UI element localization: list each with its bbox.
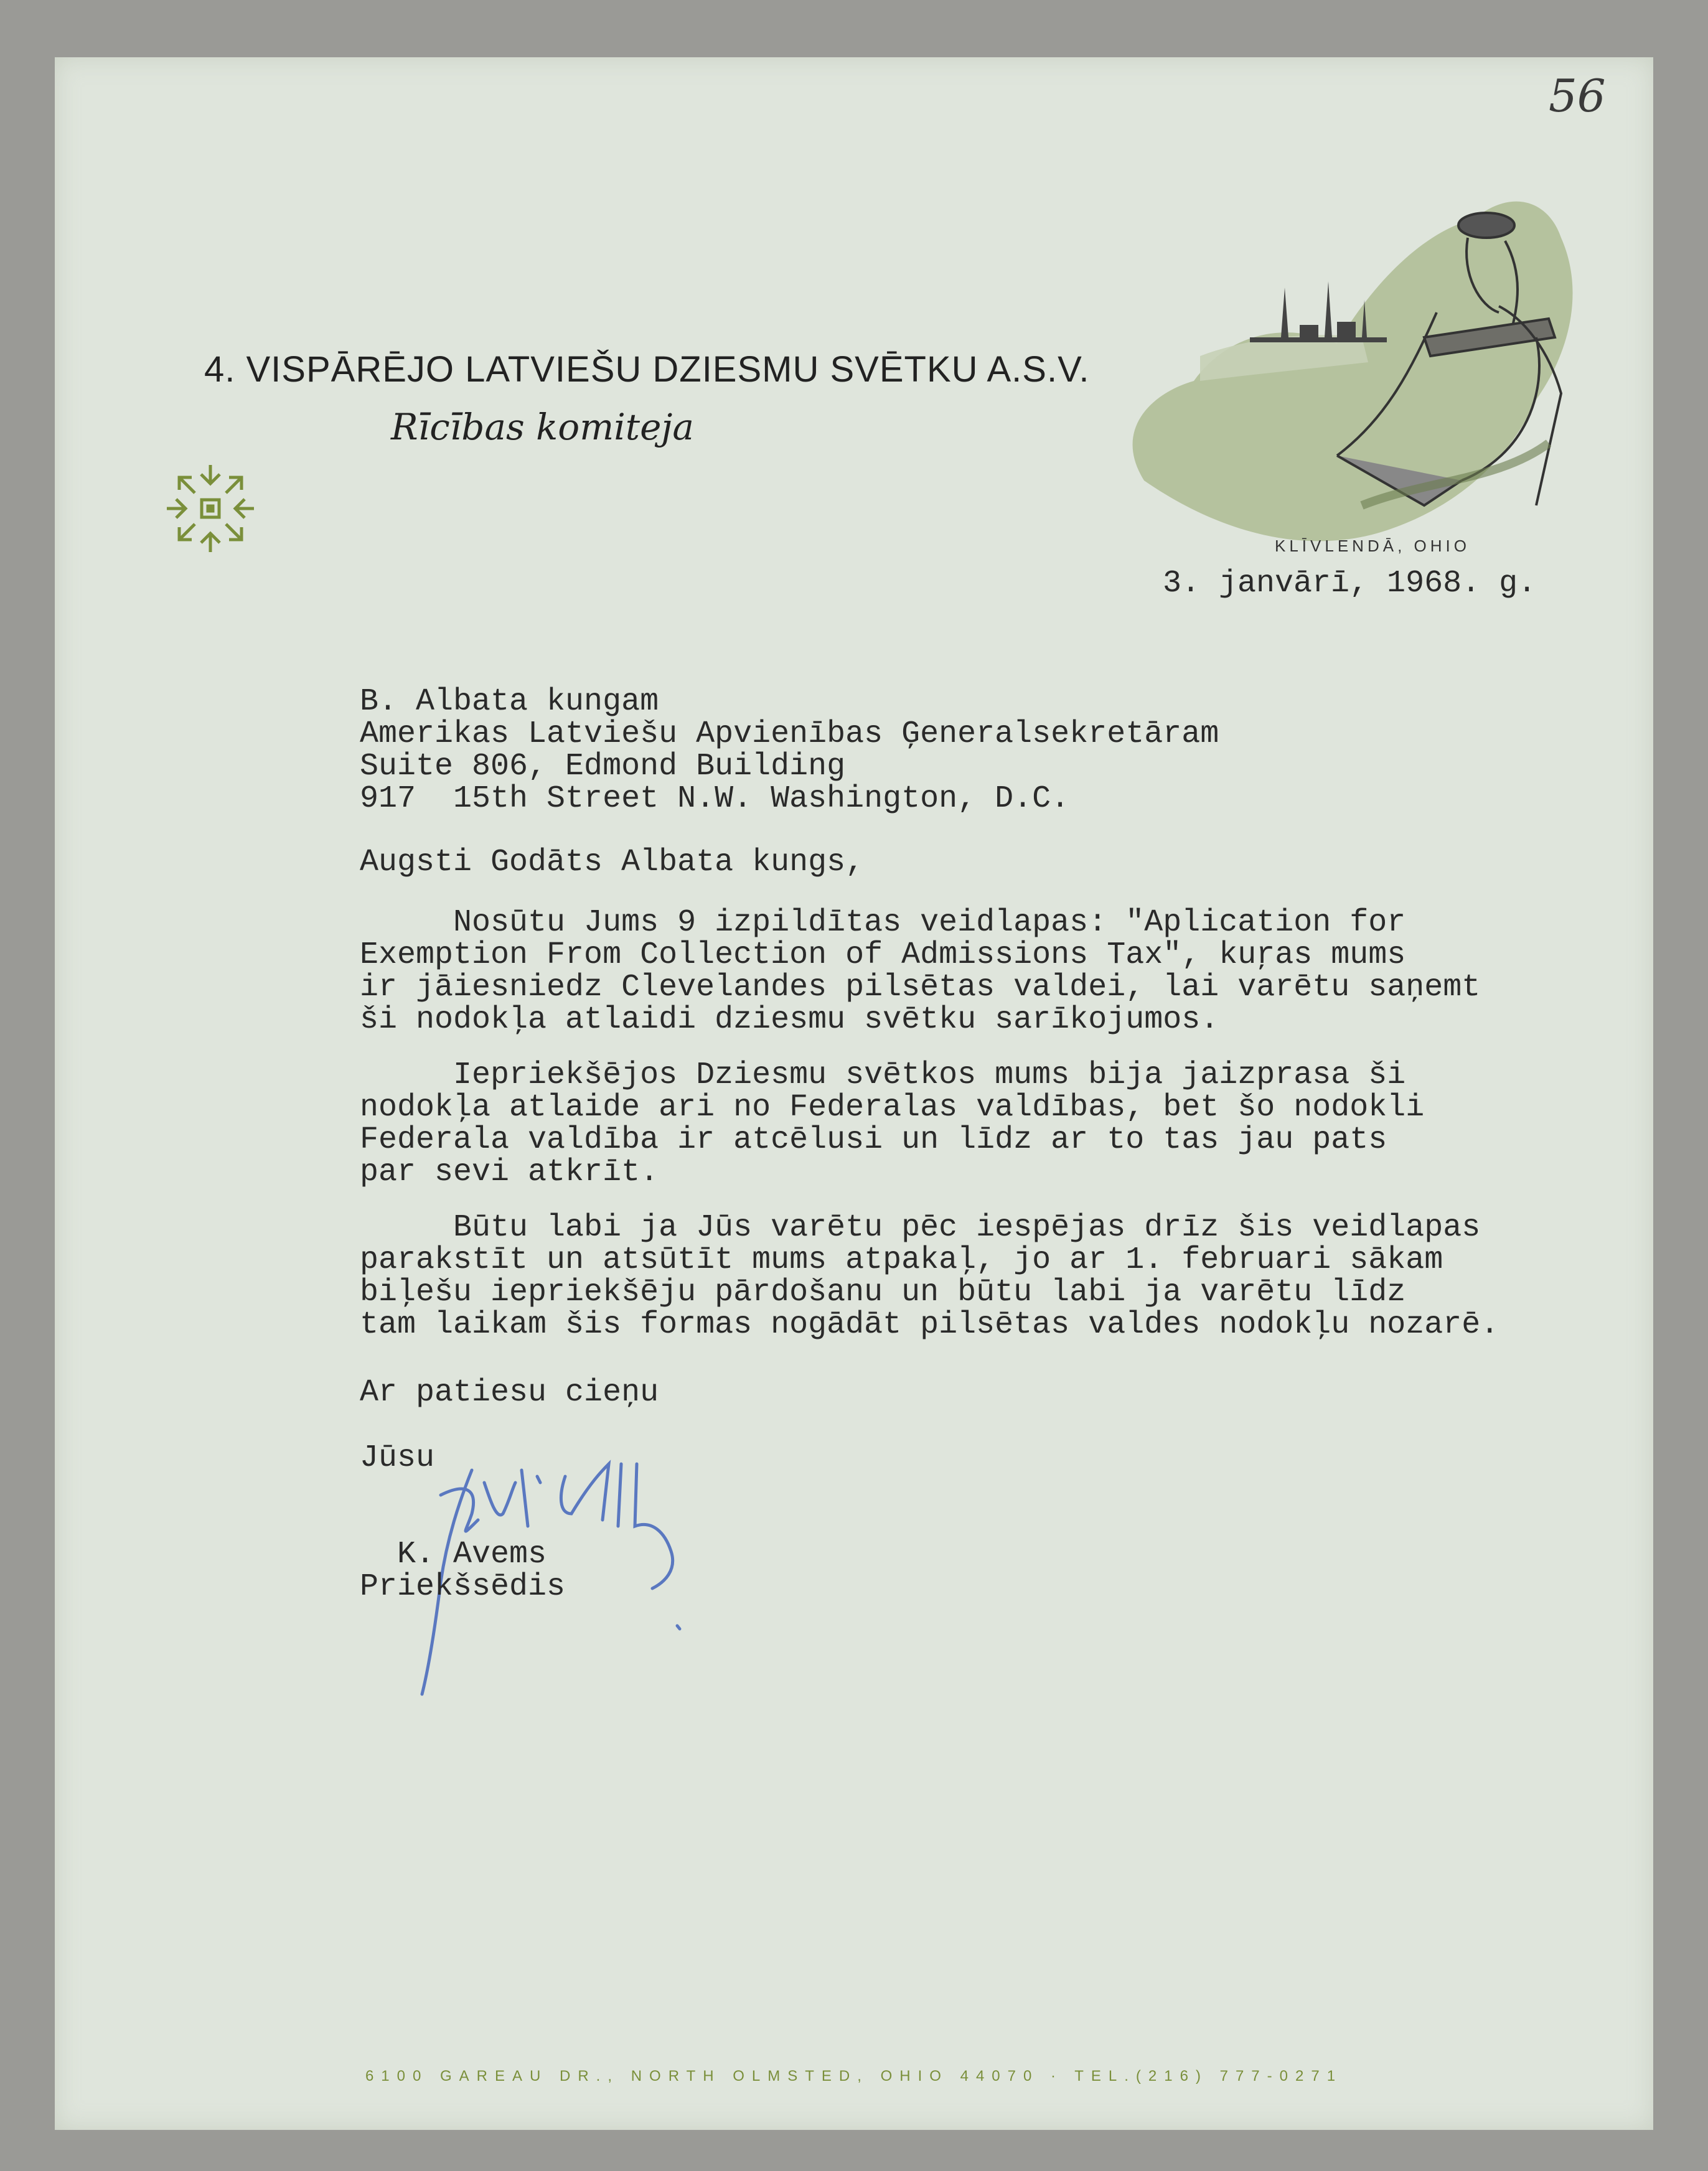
letterhead-subtitle: Rīcības komiteja	[391, 406, 694, 448]
closing: Ar patiesu cieņu	[360, 1375, 659, 1410]
signature-block	[360, 1539, 565, 1603]
letterhead-title: 4. VISPĀRĒJO LATVIEŠU DZIESMU SVĒTKU A.S.V.	[204, 349, 1090, 390]
paragraph-line: par sevi atkrīt.	[360, 1155, 659, 1190]
paragraph-line: Exemption From Collection of Admissions Tax", kuŗas mums	[360, 937, 1406, 973]
paragraph-line: Iepriekšējos Dziesmu svētkos mums bija jaizprasa ši	[360, 1057, 1406, 1093]
paragraph-line: Būtu labi ja Jūs varētu pēc iespējas drīz šis veidlapas	[360, 1210, 1481, 1245]
letterhead-footer: 6100 GAREAU DR., NORTH OLMSTED, OHIO 44070 · TEL.(216) 777-0271	[365, 2068, 1343, 2084]
body-paragraph	[360, 907, 1480, 1036]
recipient-line: 917 15th Street N.W. Washington, D.C.	[360, 781, 1070, 817]
folio-number: 56	[1549, 70, 1606, 122]
paragraph-line: Federala valdība ir atcēlusi un līdz ar to tas jau pats	[360, 1122, 1387, 1158]
letterhead-city: KLĪVLENDĀ, OHIO	[1275, 537, 1470, 555]
recipient-address	[360, 686, 1219, 815]
signer-title: Priekšsēdis	[360, 1569, 566, 1605]
latvian-star-emblem-icon	[161, 459, 260, 558]
paragraph-line: ir jāiesniedz Clevelandes pilsētas valdei, lai varētu saņemt	[360, 970, 1481, 1005]
paragraph-line: Nosūtu Jums 9 izpildītas veidlapas: "Aplication for	[360, 905, 1406, 940]
letterhead-illustration	[988, 132, 1623, 555]
signer-name: K. Avems	[360, 1537, 547, 1572]
paragraph-line: tam laikam šis formas nogādāt pilsētas valdes nodokļu nozarē.	[360, 1307, 1499, 1343]
body-paragraph	[360, 1212, 1499, 1341]
body-paragraph	[360, 1059, 1424, 1189]
paragraph-line: ši nodokļa atlaidi dziesmu svētku sarīkojumos.	[360, 1002, 1219, 1038]
yours-line: Jūsu	[360, 1440, 435, 1476]
paragraph-line: parakstīt un atsūtīt mums atpakaļ, jo ar 1. februari sākam	[360, 1242, 1443, 1278]
letter-sheet	[55, 57, 1653, 2130]
paragraph-line: biļešu iepriekšēju pārdošanu un būtu labi ja varētu līdz	[360, 1275, 1406, 1310]
recipient-line: Suite 806, Edmond Building	[360, 749, 846, 784]
paragraph-line: nodokļa atlaide ari no Federalas valdības, bet šo nodokli	[360, 1090, 1425, 1125]
recipient-line: B. Albata kungam	[360, 684, 659, 720]
recipient-line: Amerikas Latviešu Apvienības Ģeneralsekretāram	[360, 716, 1219, 752]
salutation: Augsti Godāts Albata kungs,	[360, 845, 865, 880]
letter-date: 3. janvārī, 1968. g.	[1163, 566, 1537, 601]
